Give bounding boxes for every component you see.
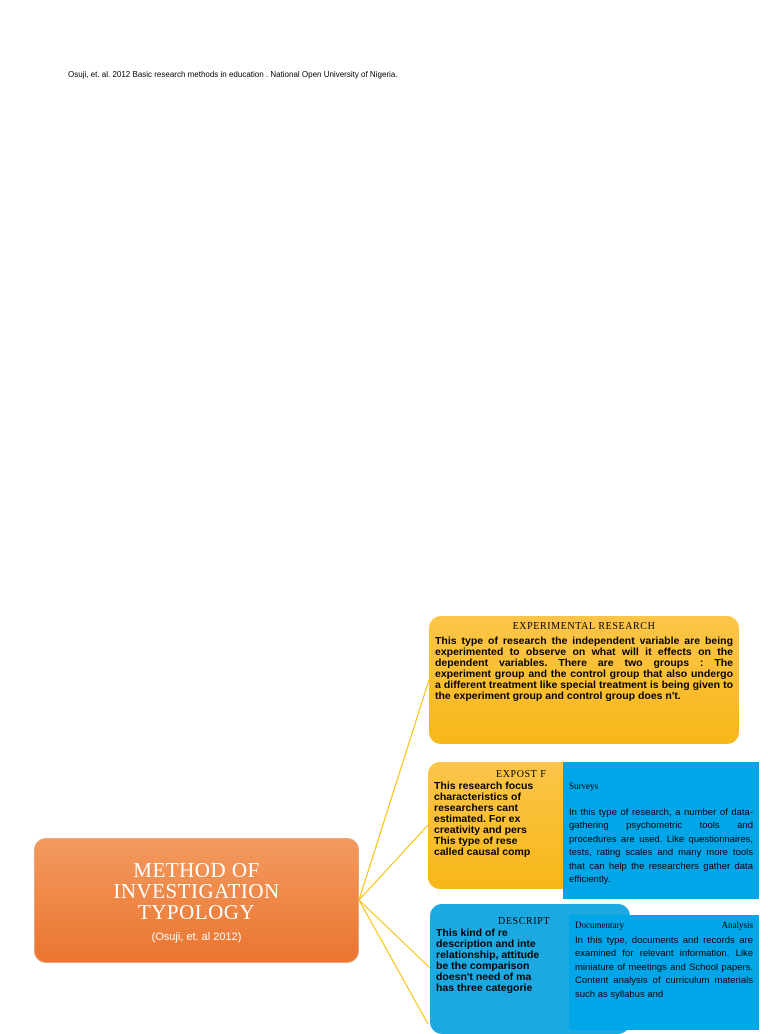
central-title-line-3: TYPOLOGY — [137, 900, 256, 924]
central-title — [35, 860, 358, 923]
connector-to-expost — [359, 825, 428, 900]
expost-line: This research focus — [434, 780, 534, 792]
documentary-heading — [575, 919, 753, 933]
documentary-heading-left: Documentary — [575, 920, 624, 930]
connector-to-experimental — [359, 680, 429, 900]
descriptive-line: relationship, attitude — [436, 949, 540, 961]
citation-text: Osuji, et. al. 2012 Basic research methods in education . National Open University of Nigeria. — [68, 70, 398, 79]
experimental-heading: EXPERIMENTAL RESEARCH — [512, 621, 656, 632]
central-title-line-2: INVESTIGATION — [113, 879, 280, 903]
descriptive-line: description and inte — [436, 938, 536, 950]
expost-line: researchers cant — [434, 802, 519, 814]
expost-line: This type of rese — [434, 835, 518, 847]
documentary-analysis-panel — [569, 915, 759, 1030]
connector-to-descriptive — [359, 900, 430, 968]
expost-heading: EXPOST F — [496, 769, 547, 780]
experimental-research-box — [429, 616, 739, 744]
expost-line: estimated. For ex — [434, 813, 521, 825]
experimental-body: This type of research the independent variable are being experimented to observe on what will it effects on the dependent variables. There are two groups : The experiment group and the control group that also undergo a different treatment like special treatment is being given to the experiment group and control group does n't. — [435, 635, 733, 702]
surveys-body: In this type of research, a number of data-gathering psychometric tools and procedures are used. Like questionnaires, tests, rating scales and many more tools that can help the researchers gather data efficiently. — [569, 806, 753, 885]
descriptive-heading: DESCRIPT — [498, 916, 551, 927]
descriptive-line: has three categorie — [436, 982, 533, 994]
documentary-heading-right: Analysis — [721, 920, 753, 930]
expost-line: creativity and pers — [434, 824, 527, 836]
central-subtitle: (Osuji, et. al 2012) — [151, 931, 242, 943]
central-title-line-1: METHOD OF — [133, 858, 260, 882]
connector-to-bottom — [359, 900, 428, 1024]
surveys-heading: Surveys — [569, 781, 598, 791]
expost-line: called causal comp — [434, 846, 531, 858]
descriptive-line: doesn't need of ma — [436, 971, 532, 983]
descriptive-line: be the comparison — [436, 960, 530, 972]
surveys-panel — [563, 762, 759, 899]
documentary-body: In this type, documents and records are examined for relevant information. Like miniature of meetings and School papers. Content analysis of curriculum materials such as syllabus and — [575, 934, 753, 1000]
descriptive-line: This kind of re — [436, 927, 508, 939]
expost-line: characteristics of — [434, 791, 521, 803]
central-topic-box — [34, 838, 359, 963]
